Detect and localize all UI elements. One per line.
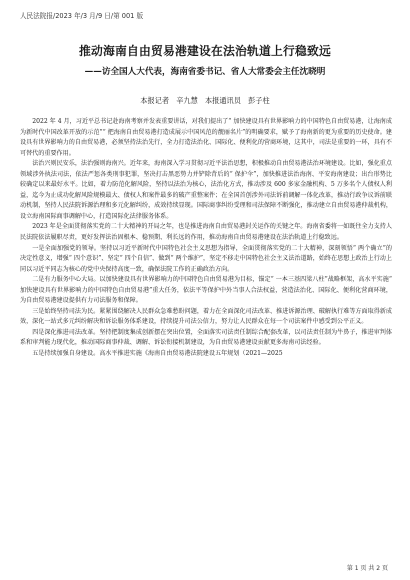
- paragraph: 一是全面加强党的领导。坚持以习近平新时代中国特色社会主义思想为指导，全面贯彻落实党的二十大精神，深刻领悟“ 两个确立”的决定性意义，增强“ 四个意识”、坚定“ 四个自信”、做到“ 两个维护”，坚定不移走中国特色社会主义法治道路，始终在思想上政治上行动上同以习近平同志为核心的党中央保持高度一致，确保法院工作的正确政治方向。: [20, 244, 392, 273]
- article-byline: 本报记者 辛九慧 本报通讯员 彭子柱: [140, 96, 270, 105]
- paragraph: 二是有力服务中心大局。以加快建设具有世界影响力的中国特色自由贸易港为目标，锚定“ 一本三基四梁八柱”战略框架，高水平实施“ 加快建设具有世界影响力的中国特色自由贸易港”重大任务，依法平等保护中外当事人合法权益，营造法治化、国际化、便利化营商环境，为自由贸易港建设提供有力司法服务和保障。: [20, 276, 392, 305]
- article-body: [20, 117, 392, 360]
- publication-source-line: 人民法院报/2023 年/3 月/9 日/第 001 版: [20, 12, 144, 20]
- paragraph: 法治兴则民安乐，法治强则海南兴。近年来，海南深入学习贯彻习近平法治思想，积极推动自由贸易港法治环境建设。比如，强化重点领域涉外执法司法，依法严惩各类刑事犯罪，坚决打击黑恶势力并铲除背后的“ 保护伞”，加快推进法治海南、平安海南建设；出台形势比较确定以来最好水平。比如，着力防范化解风险，坚持以法治为核心，法治化方式，推动涉及 600 多家金融机构、5 万多名个人债权人利益，迄今为止成功化解风险规模最大、债权人和案件最多的破产重整案件；在全国首创涉外司法诉前调解一体化改革，推动行政争议诉前联动机制，坚持人民法院诉源治理和多元化解纠纷，成效持续显现。国际商事纠纷受理和司法保障不断强化，推动建立自由贸易港仲裁机构，设立海南国际商事调解中心，打造国际化法律服务体系。: [20, 160, 392, 220]
- paragraph: 2023 年是全面贯彻落实党的二十大精神的开局之年，也是推进海南自由贸易港封关运作的关键之年。海南省委将一如既往全力支持人民法院依法履职尽责，更好发挥法治固根本、稳预期、利长远的作用，推动海南自由贸易港建设在法治轨道上行稳致远。: [20, 223, 392, 242]
- article-subtitle: ——访全国人大代表，海南省委书记、省人大常委会主任沈晓明: [84, 67, 326, 77]
- paragraph: 五是持续加强自身建设。高水平推进实施《海南自由贸易港法院建设五年规划（2021—2025: [32, 350, 283, 358]
- paragraph: 三是始终坚持司法为民。紧紧围绕解决人民群众急难愁盼问题，着力在全面深化司法改革、推进诉源治理、破解执行难等方面取得新成效，深化一站式多元纠纷解决和诉讼服务体系建设，持续提升司法公信力，努力让人民群众在每一个司法案件中感受到公平正义。: [20, 307, 392, 326]
- article-title: 推动海南自由贸易港建设在法治轨道上行稳致远: [79, 44, 331, 58]
- page-number: 第 1 页 共 2 页: [346, 565, 388, 572]
- paragraph: 2022 年 4 月，习近平总书记赴海南考察并发表重要讲话，对我们提出了“ 加快建设具有世界影响力的中国特色自由贸易港，让海南成为新时代中国改革开放的示范”“ 把海南自由贸易港打造成展示中国风范的靓丽名片”的明确要求，赋予了海南新的更为重要的历史使命。建设具有世界影响力的自由贸易港，必须坚持法治先行，全力打造法治化、国际化、便利化的营商环境，这其中，司法是重要的一环，具有不可替代的重要作用。: [20, 118, 392, 157]
- paragraph: 四是深化推进司法改革。坚持把制度集成创新摆在突出位置，全面落实司法责任制综合配套改革，以司法责任制为牛鼻子，推进审判体系和审判能力现代化，推动国际商事仲裁、调解、诉讼衔接机制建设，为自由贸易港建设贡献更多海南司法经验。: [20, 328, 392, 347]
